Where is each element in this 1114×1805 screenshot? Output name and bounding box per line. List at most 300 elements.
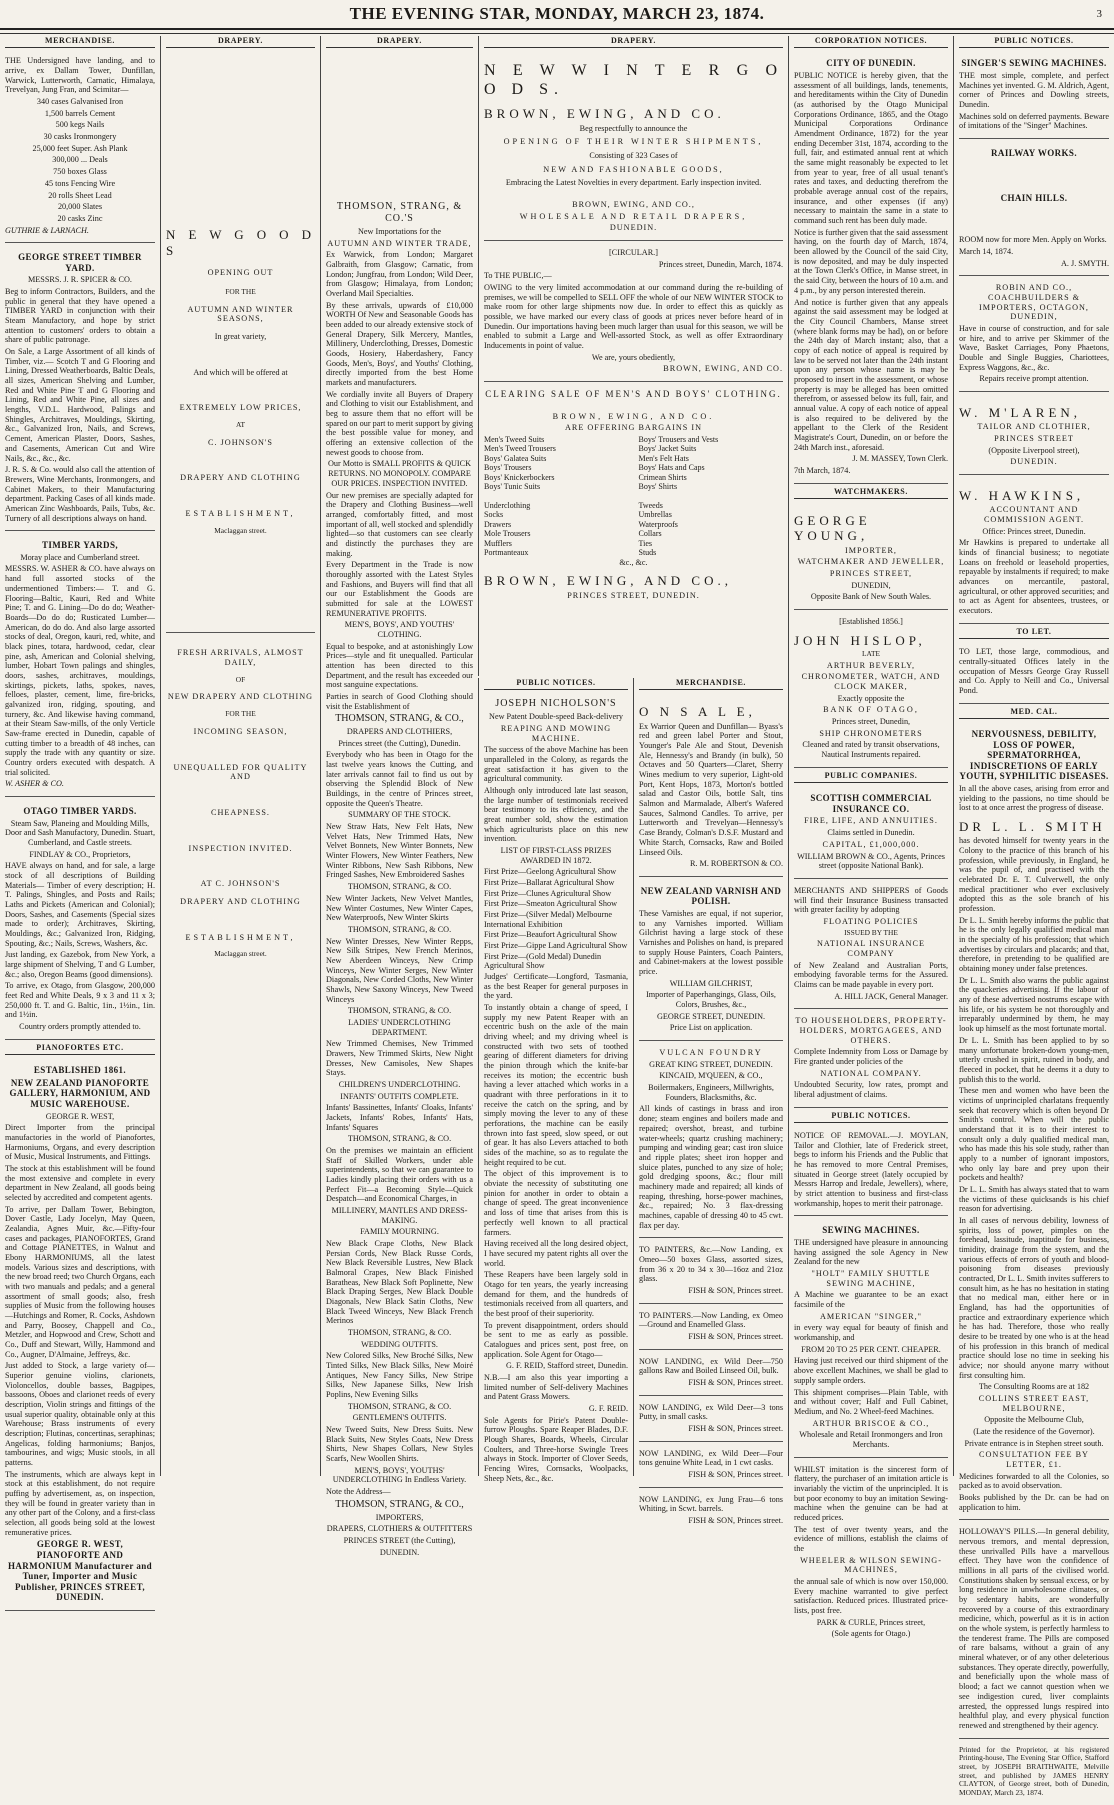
list-item: First Prize—(Silver Medal) Melbourne International Exhibition <box>484 910 613 929</box>
ad-heading: MEN'S, BOYS', AND YOUTHS' CLOTHING. <box>344 620 455 639</box>
ad-text: Books published by the Dr. can be had on application to him. <box>959 1493 1109 1512</box>
ad-heading: CHILDREN'S UNDERCLOTHING. <box>338 1079 461 1089</box>
ad-text: PRINCES STREET, DUNEDIN. <box>567 590 700 600</box>
ad-text: PUBLIC NOTICE is hereby given, that the assessment of all buildings, lands, tenements, and hereditaments within the City of Dunedin (as authorised by the Otago Municipal Corporations Ordinance, 1865, and the Otago Municipal Corporations Ordinance Amendment Ordinance, 1872) for the year ending December 31st, 1874, according to the full, fair, and estimated annual rent at which the same might reasonably be expected to let from year to year, free of all usual tenant's rates and taxes, and deducting therefrom the probable average annual cost of the repairs, insurance, and other expenses (if any) necessary to maintain the same in a state to command such rent has been duly made. <box>794 71 948 226</box>
ad-text: REAPING AND MOWING MACHINE. <box>500 723 612 743</box>
ad-firm: ARTHUR BRISCOE & CO., <box>812 1418 930 1428</box>
ad-text: Wholesale and Retail Ironmongers and Iron Merchants. <box>799 1430 943 1449</box>
ad-text: GEORGE STREET, DUNEDIN. <box>656 1011 766 1021</box>
west-piano-ad <box>5 1059 155 1611</box>
ad-text: On Sale, a Large Assortment of all kinds of Timber, viz.— Scotch T and G Flooring and Lining, Dressed Weatherboards, Baltic Deals, all sizes, American Shelving and Lumber, Red and White Pine T and G Flooring and Lining, Red and White Pine, all sizes and lengths, V.D.L. Hardwood, Palings and Shingles, Architraves, Mouldings, Skirting, &c., Galvanized Iron, Nails, and Screws, Cement, American Plaster, Doors, Sashes, and Casements, American Cut and Wire Nails, &c., &c., &c. <box>5 347 155 463</box>
asher-timber-ad <box>5 534 155 797</box>
ad-text: TO PAINTERS, &c.—Now Landing, ex Omeo—50 boxes Glass, assorted sizes, from 36 x 20 to 34 x 30—16oz and 21oz glass. <box>639 1245 783 1284</box>
ad-text: Princes street (the Cutting), Dunedin. <box>338 738 461 748</box>
list-item: Socks <box>484 510 504 520</box>
ad-item: 20 casks Zinc <box>57 213 103 223</box>
ad-text: NATIONAL INSURANCE COMPANY <box>817 939 925 958</box>
ad-item: 300,000 ... Deals <box>52 155 108 165</box>
hawkins-accountant-ad <box>959 478 1109 624</box>
ad-text: The success of the above Machine has been unparalleled in the Colony, as regards the great satisfaction it has given to the agricultural community. <box>484 745 628 784</box>
column-drapery-johnson <box>160 36 320 1476</box>
ad-text: Machines sold on deferred payments. Beware of imitations of the "Singer" Machines. <box>959 111 1109 131</box>
section-heading: WATCHMAKERS. <box>794 487 948 499</box>
ad-item: 30 casks Ironmongery <box>43 132 117 142</box>
masthead <box>0 0 1114 30</box>
ad-firm: BROWN, EWING, AND CO. <box>484 106 725 122</box>
section-heading: DRAPERY. <box>326 36 473 48</box>
ad-text: And which will be offered at <box>193 367 288 377</box>
robertson-on-sale-ad <box>639 694 783 876</box>
ad-text: New Patent Double-speed Back-delivery <box>489 712 623 722</box>
ad-text: EXTREMELY LOW PRICES, <box>179 403 302 413</box>
ad-text: DUNEDIN. <box>1010 457 1058 467</box>
list-item: First Prize—Smeaton Agricultural Show <box>484 899 618 909</box>
fish-son-ad-3 <box>639 1353 783 1396</box>
ad-signature: FISH & SON, Princes street. <box>688 1285 783 1295</box>
ad-subtitle: Moray place and Cumberland street. <box>20 552 140 562</box>
ad-text: (Late the residence of the Governor). <box>973 1427 1095 1437</box>
ad-signature: A. HILL JACK, General Manager. <box>834 991 948 1001</box>
ad-text: Maclaggan street. <box>214 525 267 535</box>
list-item: Men's Felt Hats <box>638 453 689 463</box>
ad-title: NEW ZEALAND VARNISH AND POLISH. <box>640 885 782 907</box>
ad-text: WHEELER & WILSON SEWING-MACHINES, <box>800 1555 942 1575</box>
ad-text: Embracing the Latest Novelties in every department. Early inspection invited. <box>505 178 762 188</box>
ad-title: SEWING MACHINES. <box>822 1225 920 1236</box>
ad-text: ARTHUR BEVERLY, <box>826 660 916 670</box>
ad-subtitle: Steam Saw, Planeing and Moulding Mills, Door and Sash Manufactory, Dunedin. Stuart, Cumberland, and Castle streets. <box>5 818 155 847</box>
ad-text: WHOLESALE AND RETAIL DRAPERS, <box>519 211 748 221</box>
ad-text: The test of over twenty years, and the evidence of millions, establish the claims of the <box>794 1524 948 1553</box>
ad-text: NATIONAL COMPANY. <box>820 1068 922 1078</box>
railway-works-ad <box>959 142 1109 276</box>
ad-title: JOSEPH NICHOLSON'S <box>495 698 617 710</box>
ad-text: (Sole agents for Otago.) <box>831 1629 911 1639</box>
ad-signature: GEORGE R. WEST, PIANOFORTE AND HARMONIUM Manufacturer and Tuner, Importer and Music Publisher, PRINCES STREET, DUNEDIN. <box>7 1539 153 1603</box>
ad-text: All kinds of castings in brass and iron done; steam engines and boilers made and repaired; overshot, breast, and turbine water-wheels; quartz crushing machinery; pumping and winding gear; cast iron sluice and ripple plates; sheet iron hopper and sluice plates, punched to any size of hole; gold dredging spoons, &c.; flour mill machinery made and repaired; all kinds of reaping, threshing, horse-power machines, &c., repaired; No. 3 flax-dressing machines, capable of dressing 40 to 45 cwt. flax per day. <box>639 1104 783 1230</box>
bargain-list-right <box>639 435 784 558</box>
prize-list <box>484 867 628 971</box>
nicholson-reaper-ad <box>484 694 628 1490</box>
ad-title: CHAIN HILLS. <box>1000 192 1068 203</box>
ad-text: [Established 1856.] <box>839 617 903 627</box>
ad-text: OWING to the very limited accommodation at our command during the re-building of premises, we will be compelled to SELL OFF the whole of our NEW WINTER STOCK to make room for other large shipments now due. In order to effect this as quickly as possible, we have marked our every class of goods at prices never before heard of in Dunedin. Our importations having been much larger than usual for this season, we will be enabled to submit a Large and Well-assorted Stock, as well as offer Extraordinary Inducements in point of value. <box>484 282 783 350</box>
ad-firm: THOMSON, STRANG, & CO., <box>335 713 464 725</box>
ad-text: Judges' Certificate—Longford, Tasmania, as the best Reaper for general purposes in the yard. <box>484 972 628 1001</box>
ad-headline: O N S A L E, <box>639 704 756 720</box>
ad-text: Maclaggan street. <box>214 949 267 959</box>
ad-text: ROOM now for more Men. Apply on Works. <box>959 235 1107 245</box>
ad-text: FOR THE <box>225 286 256 296</box>
column-drapery-thomson <box>320 36 478 1557</box>
ad-text: The Consulting Rooms are at 182 <box>978 1382 1090 1392</box>
ad-text: New Colored Silks, New Broché Silks, New Tinted Silks, New Black Silks, New Moiré Antiques, New Fancy Silks, New Stripe Silks, New Japanese Silks, New Irish Poplins, New Evening Silks <box>326 1351 473 1400</box>
ad-text: THE most simple, complete, and perfect Machines yet invented. G. M. Aldrich, Agent, corner of Princes and Dowling streets, Dunedin. <box>959 71 1109 110</box>
ad-text: We cordially invite all Buyers of Drapery and Clothing to visit our Establishment, and beg to assure them that no effort will be spared on our part to merit support by giving the best possible value for money, and offering an extensive collection of the newest goods to choose from. <box>326 389 473 457</box>
ad-text: (Opposite Liverpool street), <box>988 445 1080 455</box>
bargain-list-left <box>484 435 629 558</box>
city-assessment-notice <box>794 52 948 483</box>
fish-son-ad-5 <box>639 1445 783 1488</box>
ad-text: Dr L. L. Smith also warns the public against the quackeries advertising. If the labour of any of these advertised nostrums escape with his life, or his system be not thoroughly and irreparably undermined by them, he may look up himself as the most fortunate mortal. <box>959 975 1109 1034</box>
ad-text: DUNEDIN. <box>379 1547 420 1557</box>
section-heading: DRAPERY. <box>484 36 783 48</box>
ad-text: Infants' Bassinettes, Infants' Cloaks, Infants' Jackets, Infants' Robes, Infants' Hats, Infants' Squares <box>326 1103 473 1132</box>
ad-text: ESTABLISHMENT, <box>185 932 296 942</box>
ad-title: OTAGO TIMBER YARDS. <box>23 805 137 816</box>
section-heading: DRAPERY. <box>166 36 315 48</box>
ad-text: Every Department in the Trade is now thoroughly assorted with the Latest Styles and Fashions, and Buyers will find that all our our Establishment the Goods are submitted for sale at the LOWEST REMUNERATIVE PROFITS. <box>326 560 473 618</box>
ad-signature: THOMSON, STRANG, & CO. <box>347 1006 452 1016</box>
holloway-pills-ad <box>959 1523 1109 1738</box>
ad-firm: KINCAID, M'QUEEN, & CO., <box>659 1071 763 1081</box>
list-item: Boys' Jacket Suits <box>638 444 697 454</box>
ad-text: WILLIAM BROWN & CO., Agents, Princes street (opposite National Bank). <box>797 851 945 871</box>
list-item: Tweeds <box>638 500 663 510</box>
ad-text: Note the Address— <box>326 1487 391 1497</box>
ad-text: To prevent disappointment, orders should be sent to me as early as possible. Catalogues and prices sent, post free, on application. Sole Agent for Otago— <box>484 1320 628 1359</box>
johnson-ad-1 <box>166 217 315 633</box>
ad-title: GEORGE STREET TIMBER YARD. <box>18 252 142 273</box>
ad-established: ESTABLISHED 1861. <box>33 1065 127 1076</box>
ad-text: Repairs receive prompt attention. <box>979 374 1089 384</box>
ad-text: HOLLOWAY'S PILLS.—In general debility, nervous tremors, and mental depression, these unrivalled Pills have a marvellous effect. They have won the confidence of millions in all parts of the civilised world. Constitutions shaken by sensual excess, or by long residence in unwholesome climates, or by sedentary habits, are wonderfully recovered by a course of this extraordinary medicine, which, powerful as it is in action on the whole system, is perfectly harmless to the tenderest frame. The Pills are composed of rare balsams, without a grain of any mineral whatever, or of any other deleterious substances. They operate directly, powerfully, and beneficially upon the whole mass of blood; a fact we cannot question when we see indigestion cured, liver complaints arrested, the oppressed lungs respired into healthful play, and every physical function renewed and strengthened by their agency. <box>959 1527 1109 1730</box>
list-item: Mufflers <box>484 538 512 548</box>
brown-ewing-circular <box>484 244 783 382</box>
ad-text: New Tweed Suits, New Dress Suits. New Black Suits, New Styles Coats, New Dress Shirts, New Shapes Collars, New Styles Scarfs, New Woollen Shirts. <box>326 1425 473 1464</box>
mclaren-tailor-ad <box>959 395 1109 475</box>
ad-text: CAPITAL, £1,000,000. <box>822 839 920 849</box>
fish-son-ad-1 <box>639 1241 783 1303</box>
ad-text: Mr Hawkins is prepared to undertake all kinds of financial business; to negotiate Loans on freehold or leasehold properties, repayable by instalments if required; to make advances on mercantile, pastoral, agricultural, or other approved securities; and to act as Agent for absentees, trustees, or executors. <box>959 538 1109 616</box>
ad-text: Office: Princes street, Dunedin. <box>982 526 1086 536</box>
ad-signature: G. F. REID. <box>588 1403 628 1413</box>
imprint <box>959 1742 1109 1805</box>
to-let-ad <box>959 643 1109 703</box>
ad-title: NEW ZEALAND PIANOFORTE GALLERY, HARMONIUM, AND MUSIC WAREHOUSE. <box>9 1077 151 1109</box>
ad-text: Beg to inform Contractors, Builders, and the public in general that they have opened a TIMBER YARD in conjunction with their Steam Manufactory, and hope by strict attention to customers' orders to obtain a share of public patronage. <box>5 287 155 345</box>
ad-title: VULCAN FOUNDRY <box>659 1048 763 1058</box>
gilchrist-varnish-ad <box>639 880 783 1041</box>
ad-signature: FISH & SON, Princes street. <box>688 1423 783 1433</box>
column-public-notices-2 <box>953 36 1114 1798</box>
ad-text: NOW LANDING, ex Wild Deer—3 tons Putty, in small casks. <box>639 1402 783 1422</box>
ad-text: PRINCES STREET, <box>829 569 913 579</box>
ad-signature: FISH & SON, Princes street. <box>688 1377 783 1387</box>
ad-date: Princes street, Dunedin, March, 1874. <box>658 259 783 269</box>
list-item: First Prize—Clunes Agricultural Show <box>484 888 612 898</box>
section-heading: MERCHANDISE. <box>5 36 155 48</box>
bargain-lists <box>484 435 783 558</box>
ad-text: To instantly obtain a change of speed, I supply my new Patent Reaper with an eccentric bush on the axle of the main driving wheel; and my driving wheel is constructed with two sets of toothed gearing of different diameters for driving the pinion through which the knife-bar receives its motion; the eccentric bush having a lever attached which works in a quadrant with three perforations in it to receive the catch on the spring, and by simply moving the lever to any of these perforations, the machine can be easily thrown into fast speed, slow speed, or out of gear. It has also Levers attached to both sides of the machine, so as to regulate the height required to be cut. <box>484 1003 628 1167</box>
ad-signature: FISH & SON, Princes street. <box>688 1469 783 1479</box>
ad-title: ROBIN AND CO., COACHBUILDERS & IMPORTERS, OCTAGON, DUNEDIN, <box>979 283 1089 322</box>
section-heading: MERCHANDISE. <box>639 678 783 690</box>
ad-text: THE Undersigned have landing, and to arrive, ex Dallam Tower, Dunfillan, Warwick, Lutterworth, Carnatic, Himalaya, Trevelyan, Jung Fran, and Scimitar— <box>5 56 155 95</box>
ad-text: Exactly opposite the <box>837 693 905 703</box>
ad-text: Direct Importer from the principal manufactories in the world of Pianofortes, Harmoniums, Organs, and every description of Music, Musical Instruments, and Fittings. <box>5 1123 155 1162</box>
national-insurance-ad <box>794 882 948 1009</box>
ad-text: OF <box>235 674 246 684</box>
ad-text: SHIP CHRONOMETERS <box>819 728 923 738</box>
column-merchandise <box>0 36 160 1603</box>
ad-text: Princes street, Dunedin, <box>831 717 911 727</box>
ad-text: FIRE, LIFE, AND ANNUITIES. <box>804 816 938 826</box>
ad-text: TAILOR AND CLOTHIER, <box>977 422 1091 432</box>
ad-text: These men and women who have been the victims of unprincipled charlatans frequently seek that recovery which is often beyond Dr Smith's control. When will the public understand that it is to their interest to consult only a duly qualified medical man, who has made this his sole study, rather than apply to a number of ignorant impostors, who only lay bare and prey upon their pockets and health? <box>959 1086 1109 1183</box>
ad-text: AT C. JOHNSON'S <box>200 879 281 889</box>
singer-sewing-ad <box>959 52 1109 139</box>
ad-text: UNEQUALLED FOR QUALITY AND <box>173 762 308 782</box>
ad-text: Although only introduced late last season, the large number of testimonials received bear testimony to its efficiency, and the great number sold, show the estimation which agriculturists place on this new invention. <box>484 785 628 844</box>
ad-firm: BROWN, EWING, AND CO., <box>484 573 732 589</box>
dr-smith-ad <box>959 723 1109 1520</box>
ad-signature: G. F. REID, Stafford street, Dunedin. <box>506 1361 628 1371</box>
ad-text: Opposite Bank of New South Wales. <box>810 592 932 602</box>
ad-signature: BROWN, EWING, AND CO. <box>663 364 783 374</box>
ad-text: AT <box>235 419 246 429</box>
ad-text: BANK OF OTAGO, <box>823 705 919 715</box>
ad-signature: A. J. SMYTH. <box>1061 258 1109 268</box>
ad-text: the annual sale of which is now over 150,000. Every machine warranted to give perfect satisfaction. Reduced prices. Illustrated price-lists, post free. <box>794 1576 948 1615</box>
ad-text: Private entrance is in Stephen street south. <box>964 1438 1104 1448</box>
ad-text: FROM 20 TO 25 PER CENT. CHEAPER. <box>801 1344 941 1354</box>
ad-firm: THOMSON, STRANG, & CO., <box>335 1498 464 1510</box>
ad-text: MERCHANTS AND SHIPPERS of Goods will find their Insurance Business transacted with greater facility by adopting <box>794 885 948 915</box>
ad-text: Dr L. L. Smith hereby informs the public that he is the only legally qualified medical man in the specialty of his profession; that which advertises by circulars and placards; and that, therefore, in pretending to be qualified are obtaining money under false pretences. <box>959 915 1109 974</box>
ad-item: 500 kegs Nails <box>55 120 105 130</box>
column-drapery-brown-ewing <box>478 36 788 676</box>
john-hislop-ad <box>794 613 948 768</box>
ad-title: NERVOUSNESS, DEBILITY, LOSS OF POWER, SPERMATORRHŒA, INDISCRETIONS OF EARLY YOUTH, SYPHILITIC DISEASES. <box>959 729 1109 782</box>
ad-firm: DR L. L. SMITH <box>959 819 1106 835</box>
ad-date: 7th March, 1874. <box>794 465 851 475</box>
ad-text: To THE PUBLIC,— <box>484 271 552 281</box>
ad-title: TIMBER YARDS, <box>41 540 119 551</box>
section-heading: PUBLIC NOTICES. <box>794 1111 948 1123</box>
ad-text: J. R. S. & Co. would also call the attention of Brewers, Wine Merchants, Ironmongers, and Cabinet Makers, to their Manufacturing department. Packing Cases of all kinds made. American Zinc Washboards, Pails, Tubs, &c. Turnery of all descriptions always on hand. <box>5 465 155 523</box>
ad-text: NOW LANDING, ex Wild Deer—750 gallons Raw and Boiled Linseed Oil, bulk. <box>639 1356 783 1376</box>
list-item: Boys' Trousers and Vests <box>638 434 719 444</box>
ad-text: NEW AND FASHIONABLE GOODS, <box>543 164 724 174</box>
ad-text: AMERICAN "SINGER," <box>819 1311 922 1321</box>
ad-firm: FINDLAY & CO., Proprietors, <box>29 849 131 859</box>
list-item: Drawers <box>484 519 512 529</box>
list-item: Crimean Shirts <box>638 472 687 482</box>
ad-text: NOW LANDING, ex Jung Frau—6 tons Whiting, in Scwt. barrels. <box>639 1494 783 1514</box>
ad-heading: MEN'S, BOYS', YOUTHS' UNDERCLOTHING In Endless Variety. <box>332 1465 467 1485</box>
ad-text: Price List on application. <box>669 1023 753 1033</box>
ad-title: CITY OF DUNEDIN. <box>826 58 916 69</box>
ad-text: Beg respectfully to announce the <box>579 123 688 133</box>
ad-text: Everybody who has been in Otago for the last twelve years knows the Cutting, and later arrivals cannot fail to find us out by observing the Splendid Block of New Buildings, in the centre of Princes street, opposite the Queen's Theatre. <box>326 750 473 808</box>
newspaper-title: THE EVENING STAR, MONDAY, MARCH 23, 1874. <box>349 4 765 23</box>
fish-son-ad-6 <box>639 1491 783 1533</box>
scottish-insurance-ad <box>794 787 948 879</box>
johnson-ad-2 <box>166 636 315 966</box>
list-item: Boys' Galatea Suits <box>484 453 547 463</box>
ad-text: AUTUMN AND WINTER TRADE, <box>327 238 472 248</box>
list-item: Men's Tweed Suits <box>484 434 545 444</box>
ad-title: THOMSON, STRANG, & CO.'S <box>336 201 463 225</box>
ad-text: The instruments, which are always kept in stock at this establishment, do not require puffing by advertisement, as, on inspection, they will be found in greater variety than in any other part of the Colony, and a first-class selection, all goods being sold at the lowest remunerative prices. <box>5 1469 155 1537</box>
ad-text: DRAPERY AND CLOTHING <box>180 473 301 483</box>
ad-signature: FISH & SON, Princes street. <box>688 1515 783 1525</box>
column-corporation-notices <box>788 36 953 1639</box>
ad-text: has devoted himself for twenty years in the Colony to the practice of this branch of his profession, while previously, in England, he was the pupil of, and practised with the celebrated Dr. E. T. Culverwell, the only medical practitioner who ever exclusively adopted this as the sole branch of his profession. <box>959 836 1109 914</box>
list-item: First Prize—Gippe Land Agricultural Show <box>484 941 628 951</box>
list-item: First Prize—Ballarat Agricultural Show <box>484 877 615 887</box>
brown-ewing-winter-ad <box>484 52 783 240</box>
ad-text: We are, yours obediently, <box>591 352 676 362</box>
ad-text: Ex Warwick, from London; Margaret Galbraith, from Glasgow; Carnatic, from London; Jungfrau, from London; Wild Deer, from Glasgow; Himalaya, from London; Overland Mail Specialties. <box>326 250 473 299</box>
list-item: Boys' Knickerbockers <box>484 472 555 482</box>
ad-text: Equal to bespoke, and at astonishingly Low Prices—style and fit unequalled. Particular attention has been directed to this Department, and the result has exceeded our most sanguine expectations. <box>326 641 473 690</box>
ad-firm: BROWN, EWING, AND CO. <box>552 411 715 421</box>
list-item: Boys' Shirts <box>638 482 678 492</box>
list-item: Mole Trousers <box>484 529 531 539</box>
ad-text: DUNEDIN, <box>851 580 891 590</box>
ad-firm: PARK & CURLE, Princes street, <box>816 1617 926 1627</box>
ad-firm: GEORGE YOUNG, <box>794 513 871 544</box>
ad-text: The stock at this establishment will be found the most extensive and complete in every department in New Zealand, all goods being selected by accredited and competent agents. <box>5 1163 155 1202</box>
list-item <box>484 492 629 501</box>
ad-text: To arrive, per Dallam Tower, Bebington, Dover Castle, Lady Jocelyn, May Queen, Zealandia, Agnes Muir, &c.—Fifty-four cases and packages, PIANOFORTES, Grand and Cottage PIANETTES, in Walnut and Ebony HARMONIUMS, all the latest models. Various sizes and descriptions, with the new broad reed; two Church Organs, each with two manuals and pedals; and a general assortment of small goods; also, fresh supplies of Music from the following houses—Hutchings and Romer, R. Cocks, Ashdown and Parry, Boosey, Chappell and Co., Metzler, and Hopwood and Crew, Schott and Co., Duff and Stewart, Willy, Hammond and Co., Augner, D'Almaine, Jeffreys, &c. <box>5 1204 155 1359</box>
ad-title: TO HOUSEHOLDERS, PROPERTY-HOLDERS, MORTGAGEES, AND OTHERS. <box>795 1016 947 1045</box>
ad-text: ACCOUNTANT AND COMMISSION AGENT. <box>983 505 1085 525</box>
ad-text: ESTABLISHMENT, <box>185 508 296 518</box>
ad-text: Importer of Paperhangings, Glass, Oils, Colors, Brushes, &c., <box>646 990 776 1010</box>
ad-text: &c., &c. <box>619 557 648 567</box>
ad-text: TO LET, those large, commodious, and centrally-situated Offices lately in the occupation of Messrs George Gray Russell and Co. Apply to Neill and Co., Universal Pond. <box>959 647 1109 695</box>
ad-item: 340 cases Galvanised Iron <box>36 97 124 107</box>
ad-item: 45 tons Fencing Wire <box>44 178 116 188</box>
ad-heading: GENTLEMEN'S OUTFITS. <box>352 1413 447 1423</box>
ad-text: Just landing, ex Gazebok, from New York, a large shipment of Shelving, T and G Lumber, &c.; also, Oregon Beams (good dimensions). <box>5 950 155 979</box>
list-item: First Prize—Beaufort Agricultural Show <box>484 930 618 940</box>
wheeler-wilson-ad <box>794 1461 948 1646</box>
list-item: First Prize—Geelong Agricultural Show <box>484 867 617 877</box>
fish-son-ad-4 <box>639 1399 783 1442</box>
ad-text: Our new premises are specially adapted for the Drapery and Clothing Business—well arranged, comfortably fitted, and most important of all, well stocked and splendidly lighted—so that customers can see clearly and distinctly the purchases they are making. <box>326 490 473 558</box>
ad-text: By these arrivals, upwards of £10,000 WORTH Of New and Seasonable Goods has been added to our already extensive stock of General Drapery, Silk Mercery, Mantles, Millinery, Underclothing, Dresses, Domestic Goods, Hosiery, Haberdashery, Fancy Goods, Men's, Boys', and Youths' Clothing, directly imported from the best Home markets and manufacturers. <box>326 300 473 388</box>
ad-text: Consisting of 323 Cases of <box>589 150 678 160</box>
ad-motto: Our Motto is SMALL PROFITS & QUICK RETURNS. NO MONOPOLY. COMPARE OUR PRICES. INSPECTION INVITED. <box>328 459 471 488</box>
list-item: Men's Tweed Trousers <box>484 444 556 454</box>
guthrie-larnach-ad <box>5 52 155 243</box>
ad-text: New Winter Jackets, New Velvet Mantles, New Winter Costumes, New Winter Capes, New Waterproofs, New Winter Skirts <box>326 893 473 923</box>
ad-text: OPENING OUT <box>207 268 274 278</box>
list-item: Umbrellas <box>638 510 672 520</box>
ad-text: In great variety, <box>214 331 267 341</box>
ad-signature: GUTHRIE & LARNACH. <box>5 225 89 235</box>
ad-text: To arrive, ex Otago, from Glasgow, 200,000 feet Red and White Deals, 9 x 3 and 11 x 3; 250,000 ft. T. and G. Baltic, 1in., 1½in., 1in. and 1½in. <box>5 981 155 1020</box>
ad-text: This shipment comprises—Plain Table, with and without cover; Half and Full Cabinet, Medium, and No. 2 Wheel-feed Machines. <box>794 1387 948 1416</box>
ad-item: 1,500 barrels Cement <box>44 108 116 118</box>
column-merchandise-2 <box>633 678 788 1525</box>
ad-text: Dr L. L. Smith has always stated that to warn the victims of these quicksands is his chief reason for advertising. <box>959 1184 1109 1214</box>
ad-text: OPENING OF THEIR WINTER SHIPMENTS, <box>503 137 764 147</box>
ad-text: INSPECTION INVITED. <box>188 843 293 853</box>
ad-date: March 14, 1874. <box>959 246 1014 256</box>
ad-text: On the premises we maintain an efficient Staff of Skilled Workers, under able superintendents, so that we can guarantee to Ladies kindly placing their orders with us a Perfect Fit—a Becoming Style—Quick Despatch—and Economical Charges, in <box>326 1145 473 1204</box>
top-rule <box>0 33 1114 34</box>
ad-text: FLOATING POLICIES <box>823 916 919 926</box>
ad-text: CHEAPNESS. <box>211 807 270 817</box>
ad-item: 25,000 feet Super. Ash Plank <box>32 143 128 153</box>
ad-text: WATCHMAKER AND JEWELLER, <box>797 557 945 567</box>
ad-title: SINGER'S SEWING MACHINES. <box>961 58 1107 69</box>
ad-text: MESSRS. W. ASHER & CO. have always on hand full assorted stocks of the undermentioned Timbers:— T. and G. Flooring—Baltic, Kauri, Red and White Pine; T. and G. Lining—Do do do; Weather-Boards—Do do do; Rusticated Lumber—American, do do do. And also large assorted stocks of deal, Oregon, kauri, red, white, and black pines, totara, hardwood, cedar, clear pine, ash, American and Colonial shelving, lumber, Hobart Town palings and shingles, doors, sashes, architraves, mouldings, skirtings, pickets, laths, spokes, naves, felloes, plaster, cement, lime, fire-bricks, galvanized iron, ridging, spouting, and turnery, &c. And likewise having command, at their Steam Saw-mills, of the only Verticle Saw-frame erected in Dunedin, capable of cutting timber to a breadth of 48 inches, can supply the trade with any quantity or size. Country orders executed with despatch. A trial solicited. <box>5 564 155 777</box>
list-item: Boys' Tunic Suits <box>484 482 541 492</box>
ad-text: Complete Indemnity from Loss or Damage by Fire granted under policies of the <box>794 1047 948 1066</box>
list-item: Studs <box>638 548 657 558</box>
list-item: Underclothing <box>484 500 531 510</box>
ad-text: GREAT KING STREET, DUNEDIN. <box>649 1059 773 1069</box>
section-heading: PIANOFORTES ETC. <box>5 1043 155 1055</box>
ad-text: LATE <box>861 649 881 659</box>
ad-heading: INFANTS' OUTFITS COMPLETE. <box>340 1091 459 1101</box>
ad-text: IMPORTERS, <box>375 1512 424 1522</box>
ad-text: CONSULTATION FEE BY LETTER, £1. <box>979 1450 1089 1470</box>
ad-text: These Varnishes are equal, if not superior, to any Varnishes imported. William Gilchrist having a large stock of these Varnishes and Polishes on hand, is prepared to supply House Painters, Coach Painters, and Cabinet-makers at the lowest possible price. <box>639 909 783 977</box>
list-item: Waterproofs <box>638 519 678 529</box>
ad-heading: FAMILY MOURNING. <box>360 1227 439 1237</box>
list-item: First Prize—(Gold Medal) Dunedin Agricultural Show <box>484 951 602 971</box>
section-heading: PUBLIC NOTICES. <box>959 36 1109 48</box>
ad-heading: SUMMARY OF THE STOCK. <box>348 810 451 820</box>
ad-text: In all the above cases, arising from error and yielding to the passions, no time should be lost to at once arrest the progress of disease. <box>959 784 1109 813</box>
ad-text: Parties in search of Good Clothing should visit the Establishment of <box>326 691 473 711</box>
ad-text: DRAPERS, CLOTHIERS & OUTFITTERS <box>326 1524 473 1534</box>
ad-title: RAILWAY WORKS. <box>991 148 1077 159</box>
findlay-timber-ad <box>5 800 155 1040</box>
ad-signature: THOMSON, STRANG, & CO. <box>347 1134 452 1144</box>
ad-firm: W. HAWKINS, <box>959 488 1085 504</box>
section-heading: TO LET. <box>959 627 1109 639</box>
list-item: Portmanteaux <box>484 548 529 558</box>
ad-firm: JOHN HISLOP, <box>794 632 926 648</box>
ad-text: WHILST imitation is the sincerest form of flattery, the purchaser of an imitation article is invariably the victim of the unprincipled. It is but poor economy to buy an imitation Sewing-machine when the genuine can be had at reduced prices. <box>794 1464 948 1522</box>
thomson-strang-ad <box>326 197 473 1564</box>
ad-text: CHRONOMETER, WATCH, AND CLOCK MAKER, <box>801 672 941 692</box>
fish-son-ad-2 <box>639 1307 783 1350</box>
ad-item: 750 boxes Glass <box>53 167 107 177</box>
ad-text: A Machine we guarantee to be an exact facsimile of the <box>794 1290 948 1310</box>
ad-headline: N E W W I N T E R G O O D S. <box>484 62 783 99</box>
ad-text: PRINCES STREET (the Cutting), <box>343 1535 456 1545</box>
ad-signature: THOMSON, STRANG, & CO. <box>347 1401 452 1411</box>
ad-text: New Straw Hats, New Felt Hats, New Velvet Hats, New Trimmed Hats, New Velvet Bonnets, New Winter Bonnets, New Winter Flowers, New Winter Feathers, New Winter Ribbons, New Sash Ribbons, New Fringed Sashes, New Embroidered Sashes <box>326 822 473 880</box>
ad-text: Notice is further given that the said assessment having, on the fourth day of March, 1874, been allowed by the Council of the said City, is now deposited, and may be duly inspected at the Town Clerk's Office, in Manse street, in the said City, between the hours of 10 a.m. and 4 p.m., by any person interested therein. <box>794 227 948 295</box>
ad-text: PRINCES STREET <box>994 434 1074 444</box>
ad-heading: WEDDING OUTFITS. <box>361 1339 438 1349</box>
printer-imprint: Printed for the Proprietor, at his registered Printing-house, The Evening Star Office, Stafford street, by JOSEPH BRAITHWAITE, Melville street, and published by JAMES HENRY CLAYTON, of George street, both of Dunedin, MONDAY, March 23, 1874. <box>959 1744 1109 1798</box>
ad-text: in every way equal for beauty of finish and workmanship, and <box>794 1323 948 1343</box>
ad-text: Cleaned and rated by transit observations, Nautical Instruments repaired. <box>802 740 940 760</box>
ad-text: Have in course of construction, and for sale or hire, and to arrive per Skimmer of the Wave, Basket Carriages, Pony Phaetons, Double and Single Buggies, Chariottees, Express Waggons, &c., &c. <box>959 324 1109 372</box>
ad-text: Just added to Stock, a large variety of— Superior genuine violins, clarionets, Violoncellos, double basses, Bagpipes, bassoons, Oboes and clarionet reeds of every description, Violin strings and fittings of the usual superior quality, obtainable only at this Warehouse; Brass instruments of every description; Flutinas, concertinas, seraphinas; Angelicas, folding harmoniums; Banjos, tambourines, and wigs; Music stools, in all patterns. <box>5 1361 155 1468</box>
householders-ad <box>794 1012 948 1107</box>
ad-signature: THOMSON, STRANG, & CO. <box>347 1328 452 1338</box>
ad-text: HAVE always on hand, and for sale, a large stock of all descriptions of Building Materials— Timber of every description; H. T. Palings, Shingles, and Posts and Rails; Laths and Pickets (American and Colonial); Doors, Sashes, and Casements (Special sizes made to order); Architraves, Skirting, Mouldings, &c.; Galvanized Iron, Ridging, Spouting, &c.; Nails, Screws, Washers, &c. <box>5 861 155 948</box>
ad-signature: R. M. ROBERTSON & CO. <box>690 859 783 869</box>
ad-headline: CLEARING SALE OF MEN'S AND BOYS' CLOTHING. <box>485 388 782 399</box>
ad-text: THE undersigned have pleasure in announcing having assigned the sole Agency in New Zealand for the new <box>794 1238 948 1267</box>
ad-text: NOTICE OF REMOVAL.—J. MOYLAN, Tailor and Clothier, late of Frederick street, begs to inform his Friends and the Public that he has removed to more Central Premises, situated in George street (lately occupied by Messrs Harrop and Iredale, Jewellers), where, by strict attention to business and first-class workmanship, hopes to merit their patronage. <box>794 1131 948 1208</box>
ad-text: COLLINS STREET EAST, MELBOURNE, <box>978 1394 1090 1413</box>
ad-title: SCOTTISH COMMERCIAL INSURANCE CO. <box>810 793 932 814</box>
